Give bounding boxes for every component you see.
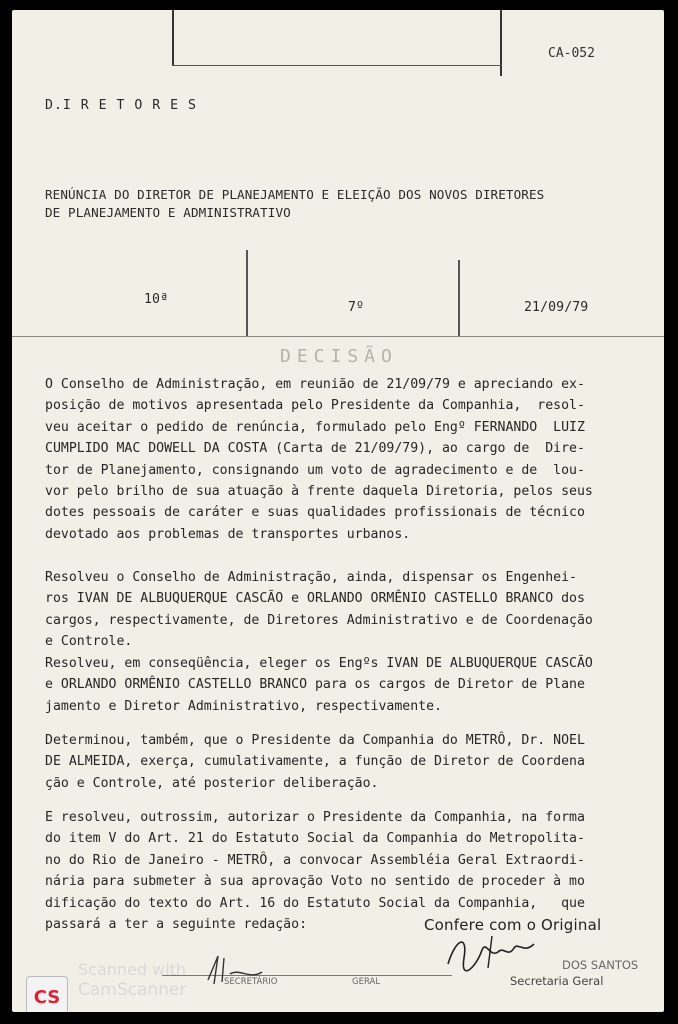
document-page xyxy=(12,10,664,1012)
camscanner-logo-icon: CS xyxy=(26,976,68,1012)
paragraph-line: no do Rio de Janeiro - METRÔ, a convocar Assembléia Geral Extraordi- xyxy=(45,852,585,868)
paragraph-line: cargos, respectivamente, de Diretores Administrativo e de Coordenação xyxy=(45,612,593,628)
meeting-date: 21/09/79 xyxy=(524,300,589,315)
paragraph-line: ção e Controle, até posterior deliberação. xyxy=(45,775,379,791)
paragraph-line: passará a ter a seguinte redação: xyxy=(45,917,308,933)
paragraph-line: nária para submeter à sua aprovação Voto no sentido de proceder à mo xyxy=(45,874,585,890)
paragraph-line: O Conselho de Administração, em reunião de 21/09/79 e apreciando ex- xyxy=(45,377,585,392)
stamp-name: DOS SANTOS xyxy=(562,958,639,972)
paragraph-2 xyxy=(45,567,593,653)
subject-line-2: DE PLANEJAMENTO E ADMINISTRATIVO xyxy=(45,205,291,220)
footer-signature xyxy=(200,950,270,990)
paragraph-line: e Controle. xyxy=(45,634,133,650)
table-bottom-rule xyxy=(12,336,664,337)
paragraph-line: tor de Planejamento, consignando um voto de agradecimento e de lou- xyxy=(45,462,585,478)
footer-secretario: SECRETÁRIO xyxy=(224,977,278,987)
paragraph-line: Resolveu, em conseqüência, eleger os Engºs IVAN DE ALBUQUERQUE CASCÃO xyxy=(45,656,593,671)
paragraph-line: devotado aos problemas de transportes urbanos. xyxy=(45,526,411,542)
header-rule xyxy=(172,65,502,66)
paragraph-line: E resolveu, outrossim, autorizar o Presidente da Companhia, na forma xyxy=(45,810,585,825)
watermark-line-2: CamScanner xyxy=(78,980,187,1000)
paragraph-1 xyxy=(45,374,593,545)
paragraph-line: Determinou, também, que o Presidente da Companhia do METRÔ, Dr. NOEL xyxy=(45,733,585,748)
paragraph-line: posição de motivos apresentada pelo Presidente da Companhia, resol- xyxy=(45,398,585,414)
decision-heading: DECISÃO xyxy=(280,346,398,367)
signature xyxy=(442,928,542,972)
paragraph-line: veu aceitar o pedido de renúncia, formulado pelo Engº FERNANDO LUIZ xyxy=(45,419,585,435)
table-divider-1 xyxy=(246,250,248,336)
watermark-line-1: Scanned with xyxy=(78,960,187,979)
section-title: D.I R E T O R E S xyxy=(45,98,197,113)
document-code: CA-052 xyxy=(548,46,595,61)
paragraph-line: e ORLANDO ORMÊNIO CASTELLO BRANCO para os cargos de Diretor de Plane xyxy=(45,677,585,693)
paragraph-line: CUMPLIDO MAC DOWELL DA COSTA (Carta de 21/09/79), ao cargo de Dire- xyxy=(45,441,585,457)
table-divider-2 xyxy=(458,260,460,336)
paragraph-3 xyxy=(45,653,593,717)
paragraph-line: DE ALMEIDA, exerça, cumulativamente, a função de Diretor de Coordena xyxy=(45,754,585,770)
stamp-role: Secretaria Geral xyxy=(510,974,604,988)
header-divider-left xyxy=(172,10,174,66)
confere-stamp: Confere com o Original xyxy=(424,916,602,934)
meeting-item: 7º xyxy=(348,300,365,315)
meeting-number: 10ª xyxy=(144,292,169,307)
paragraph-line: do item V do Art. 21 do Estatuto Social da Companhia do Metropolita- xyxy=(45,831,585,847)
paragraph-line: dotes pessoais de caráter e suas qualidades profissionais de técnico xyxy=(45,505,585,521)
paragraph-line: jamento e Diretor Administrativo, respectivamente. xyxy=(45,698,442,714)
paragraph-4 xyxy=(45,730,585,794)
paragraph-line: dificação do texto do Art. 16 do Estatuto Social da Companhia, que xyxy=(45,895,585,911)
subject-line-1: RENÚNCIA DO DIRETOR DE PLANEJAMENTO E ELEIÇÃO DOS NOVOS DIRETORES xyxy=(45,187,545,202)
paragraph-line: ros IVAN DE ALBUQUERQUE CASCÃO e ORLANDO ORMÊNIO CASTELLO BRANCO dos xyxy=(45,591,585,607)
paragraph-line: Resolveu o Conselho de Administração, ainda, dispensar os Engenhei- xyxy=(45,570,577,585)
footer-geral: GERAL xyxy=(352,977,381,987)
header-divider-right xyxy=(500,10,502,76)
paragraph-line: vor pelo brilho de sua atuação à frente daquela Diretoria, pelos seus xyxy=(45,484,593,500)
